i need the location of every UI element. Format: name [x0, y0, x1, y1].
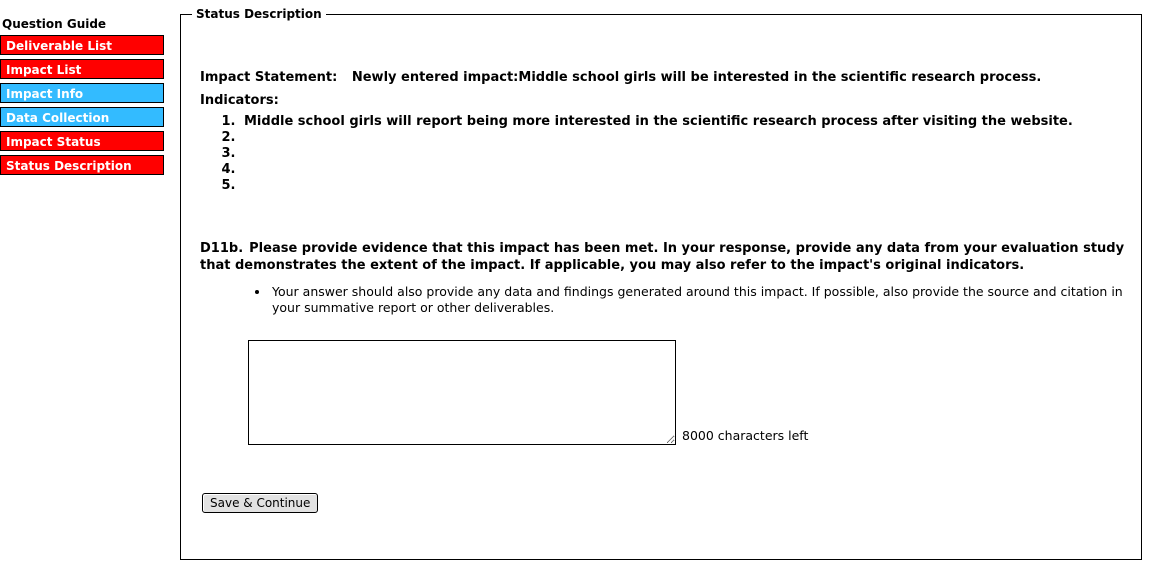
indicator-list [200, 114, 1130, 194]
list-item [240, 178, 1130, 194]
save-and-continue-button[interactable]: Save & Continue [202, 493, 318, 513]
list-item [240, 130, 1130, 146]
sidebar-item-label: Impact Info [6, 87, 84, 101]
panel-legend: Status Description [192, 7, 326, 21]
answer-row [200, 340, 1130, 445]
indicators-label: Indicators: [200, 93, 279, 108]
sidebar-item-label: Impact List [6, 63, 82, 77]
question-text: Please provide evidence that this impact has been met. In your response, provide any data from your evaluation study that demonstrates the extent of the impact. If applicable, you may also refer to the impact's original indicators. [200, 241, 1125, 273]
list-item [240, 162, 1130, 178]
impact-statement [200, 70, 1130, 85]
question-block [200, 240, 1130, 316]
impact-statement-text: Newly entered impact:Middle school girls will be interested in the scientific research process. [351, 70, 1042, 85]
sidebar-item-impact-info[interactable] [0, 83, 164, 103]
sidebar-item-label: Deliverable List [6, 39, 112, 53]
sidebar-item-status-description[interactable] [0, 155, 164, 175]
sidebar-item-impact-status[interactable] [0, 131, 164, 151]
panel-content [200, 70, 1130, 513]
sidebar-item-label: Data Collection [6, 111, 110, 125]
answer-textarea[interactable] [248, 340, 676, 445]
save-row [200, 493, 1130, 513]
sidebar [0, 0, 166, 179]
sidebar-item-label: Status Description [6, 159, 132, 173]
question-number: D11b. [200, 241, 244, 256]
list-item: • Your answer should also provide any data and findings generated around this impact. If possible, also provide the source and citation in your summative report or other deliverables. [270, 284, 1130, 316]
list-item [240, 146, 1130, 162]
question-hint-list [200, 284, 1130, 316]
sidebar-item-label: Impact Status [6, 135, 101, 149]
characters-left-label: 8000 characters left [682, 428, 809, 443]
list-item: 1. Middle school girls will report being more interested in the scientific research process after visiting the website. [240, 114, 1130, 130]
impact-statement-label: Impact Statement: [200, 70, 338, 85]
sidebar-item-data-collection[interactable] [0, 107, 164, 127]
sidebar-item-deliverable-list[interactable] [0, 35, 164, 55]
sidebar-item-impact-list[interactable] [0, 59, 164, 79]
sidebar-title: Question Guide [2, 17, 107, 31]
